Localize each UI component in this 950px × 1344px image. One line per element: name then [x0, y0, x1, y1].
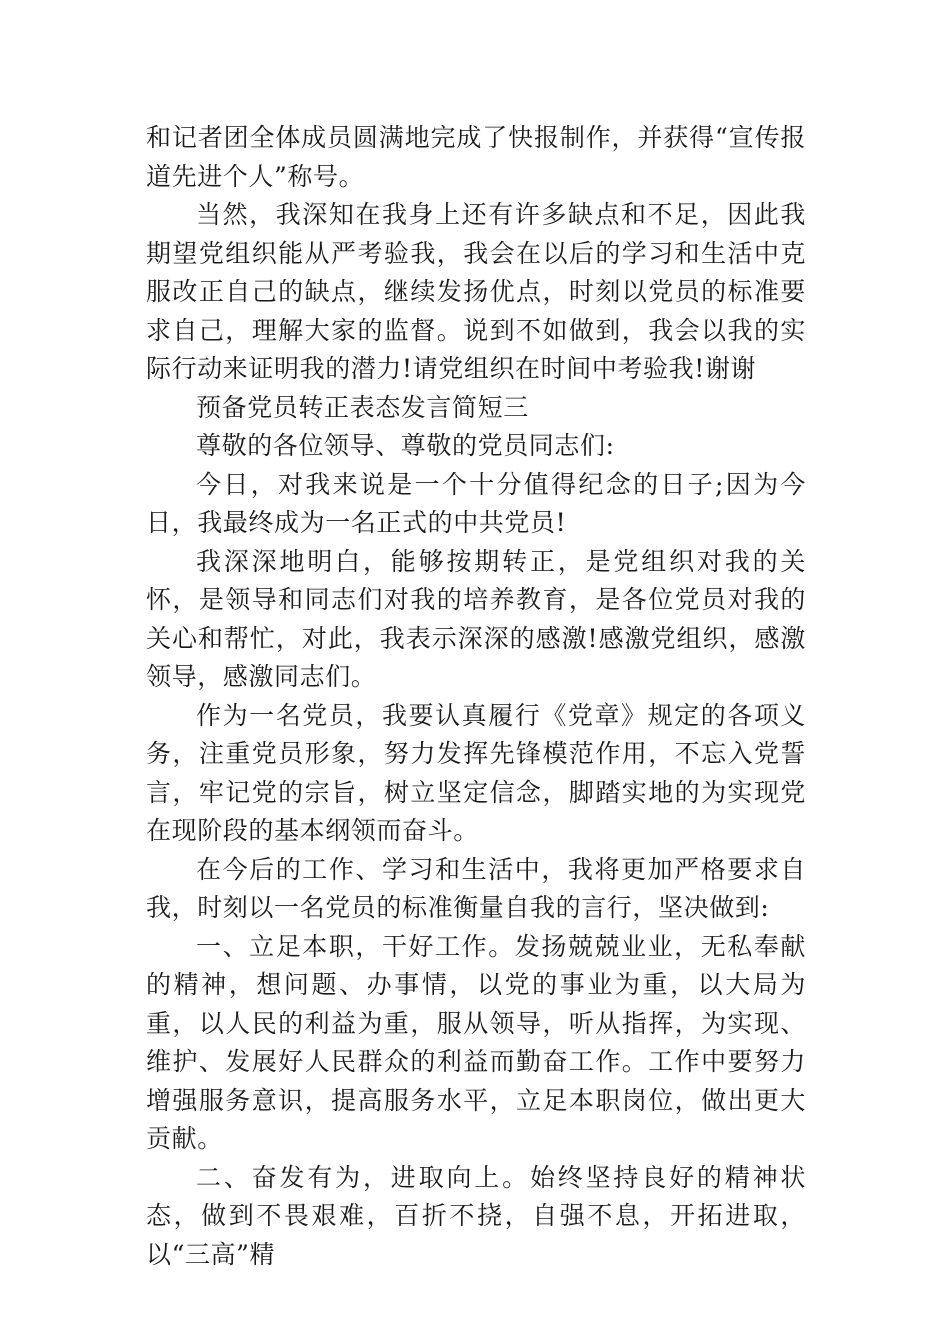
paragraph-9: 一、立足本职，干好工作。发扬兢兢业业，无私奉献的精神，想问题、办事情，以党的事业为重，以大局为重，以人民的利益为重，服从领导，听从指挥，为实现、维护、发展好人民群众的利益而勤奋工作。工作中要努力增强服务意识，提高服务水平，立足本职岗位，做出更大贡献。 — [146, 931, 806, 1153]
paragraph-6: 我深深地明白，能够按期转正，是党组织对我的关怀，是领导和同志们对我的培养教育，是各位党员对我的关心和帮忙，对此，我表示深深的感激!感激党组织，感激领导，感激同志们。 — [146, 546, 806, 691]
paragraph-5: 今日，对我来说是一个十分值得纪念的日子;因为今日，我最终成为一名正式的中共党员! — [146, 469, 806, 537]
salutation: 尊敬的各位领导、尊敬的党员同志们: — [196, 431, 615, 460]
paragraph-7: 作为一名党员，我要认真履行《党章》规定的各项义务，注重党员形象，努力发挥先锋模范作用，不忘入党誓言，牢记党的宗旨，树立坚定信念，脚踏实地的为实现党在现阶段的基本纲领而奋斗。 — [146, 700, 806, 845]
paragraph-8: 在今后的工作、学习和生活中，我将更加严格要求自我，时刻以一名党员的标准衡量自我的言行，坚决做到: — [146, 854, 806, 922]
paragraph-2: 当然，我深知在我身上还有许多缺点和不足，因此我期望党组织能从严考验我，我会在以后的学习和生活中克服改正自己的缺点，继续发扬优点，时刻以党员的标准要求自己，理解大家的监督。说到不如做到，我会以我的实际行动来证明我的潜力!请党组织在时间中考验我!谢谢 — [146, 200, 806, 383]
document-page — [146, 119, 806, 1274]
paragraph-1: 和记者团全体成员圆满地完成了快报制作，并获得“宣传报道先进个人”称号。 — [146, 123, 806, 191]
paragraph-10: 二、奋发有为，进取向上。始终坚持良好的精神状态，做到不畏艰难，百折不挠，自强不息，开拓进取，以“三高”精 — [146, 1162, 806, 1269]
section-heading: 预备党员转正表态发言简短三 — [196, 392, 529, 422]
